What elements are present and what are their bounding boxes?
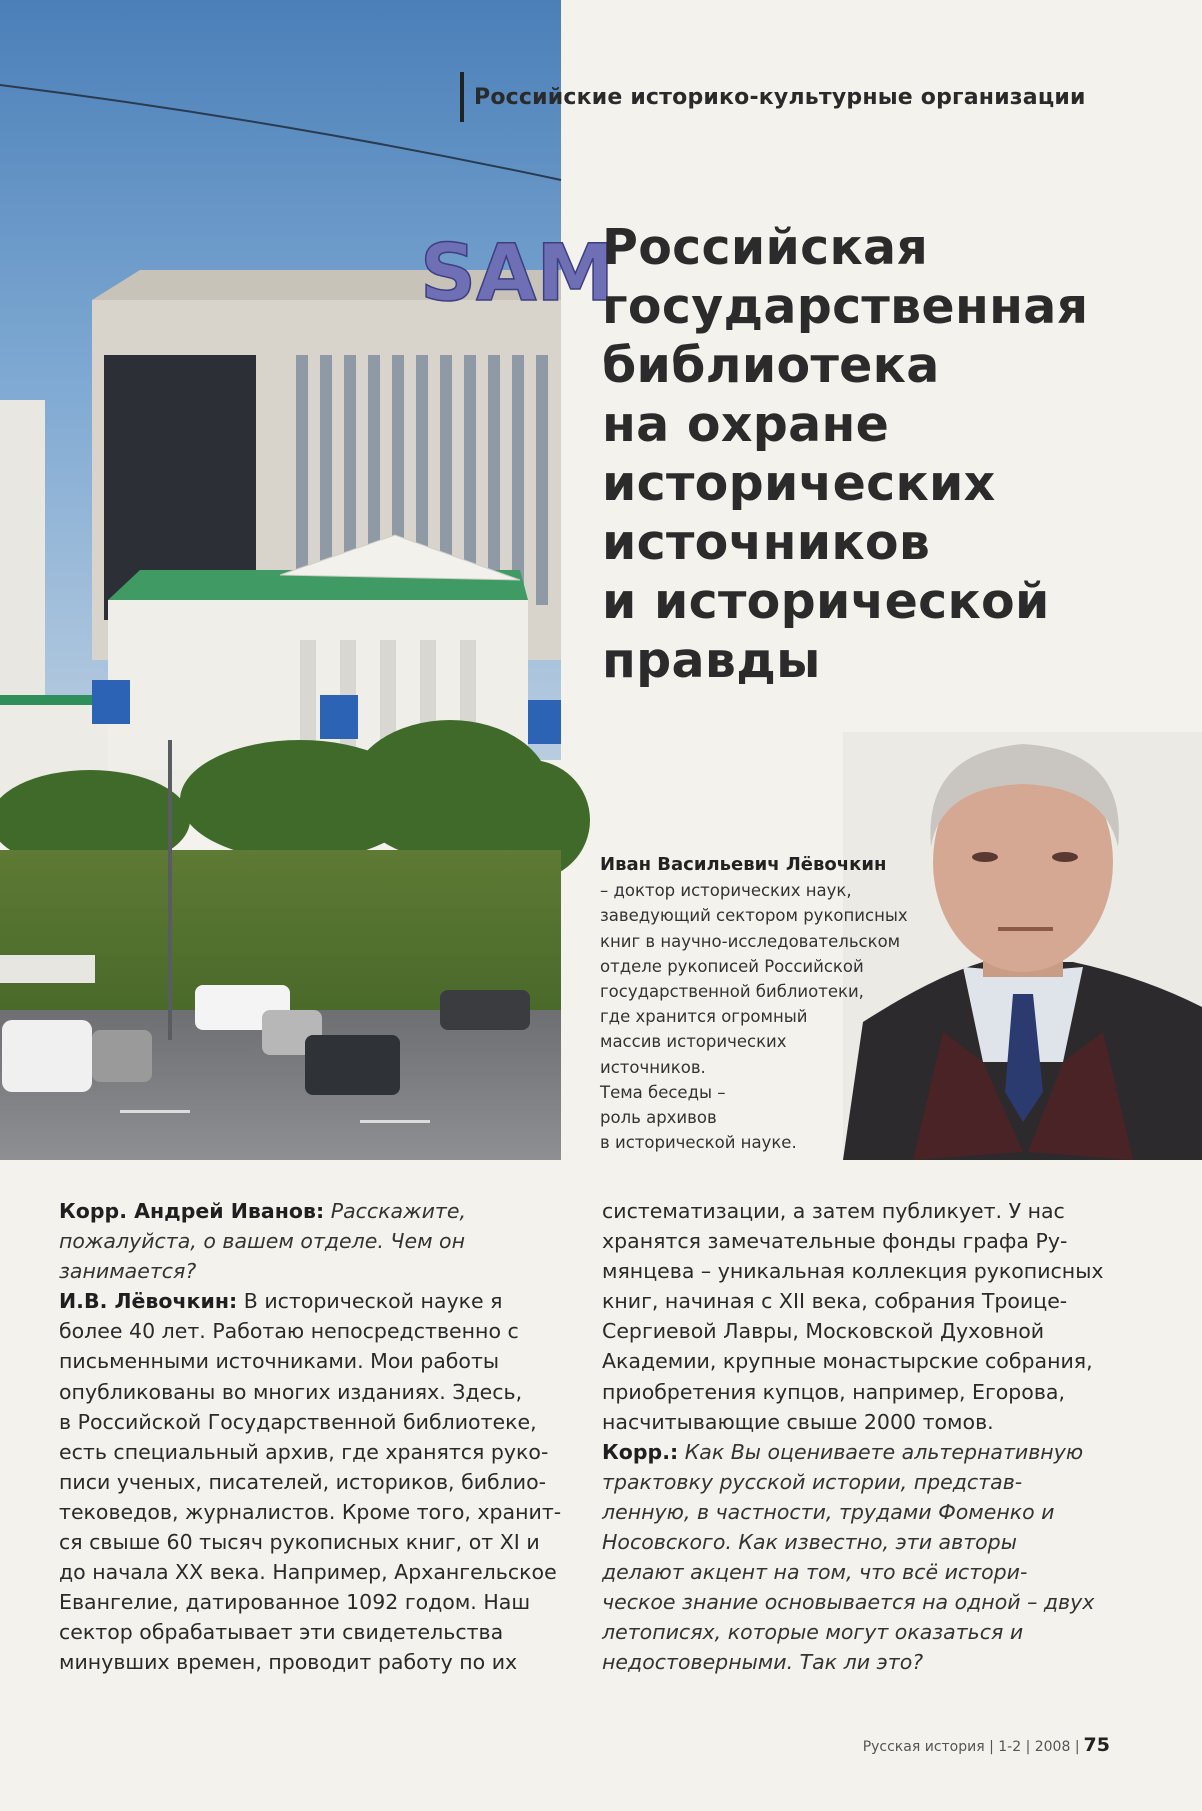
answer-text: Сергиевой Лавры, Московской Духовной <box>602 1319 1045 1344</box>
answer-text: Академии, крупные монастырские собрания, <box>602 1349 1093 1374</box>
page-footer <box>863 1734 1110 1756</box>
question-text: ческое знание основывается на одной – двух <box>602 1590 1095 1615</box>
question-text: трактовку русской истории, представ- <box>602 1469 1023 1494</box>
question-text: Расскажите, <box>330 1199 466 1223</box>
answer-text: письменными источниками. Мои работы <box>59 1349 500 1374</box>
answer-text: сектор обрабатывает эти свидетельства <box>59 1620 504 1645</box>
answer-text: более 40 лет. Работаю непосредственно с <box>59 1319 519 1344</box>
answer-text: писи ученых, писателей, историков, библио- <box>59 1469 547 1494</box>
library-street-photo <box>0 0 615 1160</box>
question-speaker: Корр. Андрей Иванов: <box>59 1199 325 1223</box>
rooftop-sign-text: SAM <box>420 229 615 319</box>
question-text: Как Вы оцениваете альтернативную <box>684 1439 1084 1464</box>
section-header: Российские историко-культурные организации <box>460 72 1086 122</box>
answer-text: приобретения купцов, например, Егорова, <box>602 1379 1066 1404</box>
article-column-right <box>602 1196 1112 1678</box>
answer-text: опубликованы во многих изданиях. Здесь, <box>59 1379 523 1404</box>
answer-text: хранятся замечательные фонды графа Ру- <box>602 1229 1068 1254</box>
answer-text: насчитывающие свыше 2000 томов. <box>602 1409 994 1434</box>
page-number: 75 <box>1083 1734 1110 1756</box>
answer-text: до начала XX века. Например, Архангельское <box>59 1560 557 1585</box>
answer-text: Евангелие, датированное 1092 годом. Наш <box>59 1590 531 1615</box>
answer-speaker: И.В. Лёвочкин: <box>59 1289 238 1314</box>
journal-issue: Русская история | 1-2 | 2008 | <box>862 1739 1080 1755</box>
answer-text: систематизации, а затем публикует. У нас <box>602 1199 1065 1223</box>
answer-text: мянцева – уникальная коллекция рукописных <box>602 1259 1104 1284</box>
question-text: делают акцент на том, что всё истори- <box>602 1560 1028 1585</box>
question-text: пожалуйста, о вашем отделе. Чем он <box>59 1229 466 1254</box>
question-text: летописях, которые могут оказаться и <box>602 1620 1024 1645</box>
answer-text: тековедов, журналистов. Кроме того, хранит- <box>59 1499 562 1524</box>
interviewee-description: – доктор исторических наук, заведующий сектором рукописных книг в научно-исследовательском отделе рукописей Российской государственной библиотеки, где хранится огромный массив исторических источников. Тема беседы – роль архивов в исторической науке. <box>600 881 908 1153</box>
interviewee-name: Иван Васильевич Лёвочкин <box>600 854 887 875</box>
interviewee-bio <box>600 852 950 1155</box>
answer-text: есть специальный архив, где хранятся руко- <box>59 1439 549 1464</box>
question-speaker: Корр.: <box>602 1439 679 1464</box>
answer-text: ся свыше 60 тысяч рукописных книг, от XI и <box>59 1530 540 1555</box>
answer-text: в Российской Государственной библиотеке, <box>59 1409 537 1434</box>
question-text: Носовского. Как известно, эти авторы <box>602 1530 1017 1555</box>
question-text: занимается? <box>59 1259 197 1284</box>
answer-text: минувших времен, проводит работу по их <box>59 1650 518 1675</box>
question-text: ленную, в частности, трудами Фоменко и <box>602 1499 1055 1524</box>
answer-text: книг, начиная с XII века, собрания Троице- <box>602 1289 1068 1314</box>
article-column-left <box>59 1196 562 1678</box>
answer-text: В исторической науке я <box>243 1289 503 1314</box>
article-title: Российская государственная библиотека на охране исторических источников и исторической правды <box>602 219 1089 689</box>
question-text: недостоверными. Так ли это? <box>602 1650 924 1675</box>
